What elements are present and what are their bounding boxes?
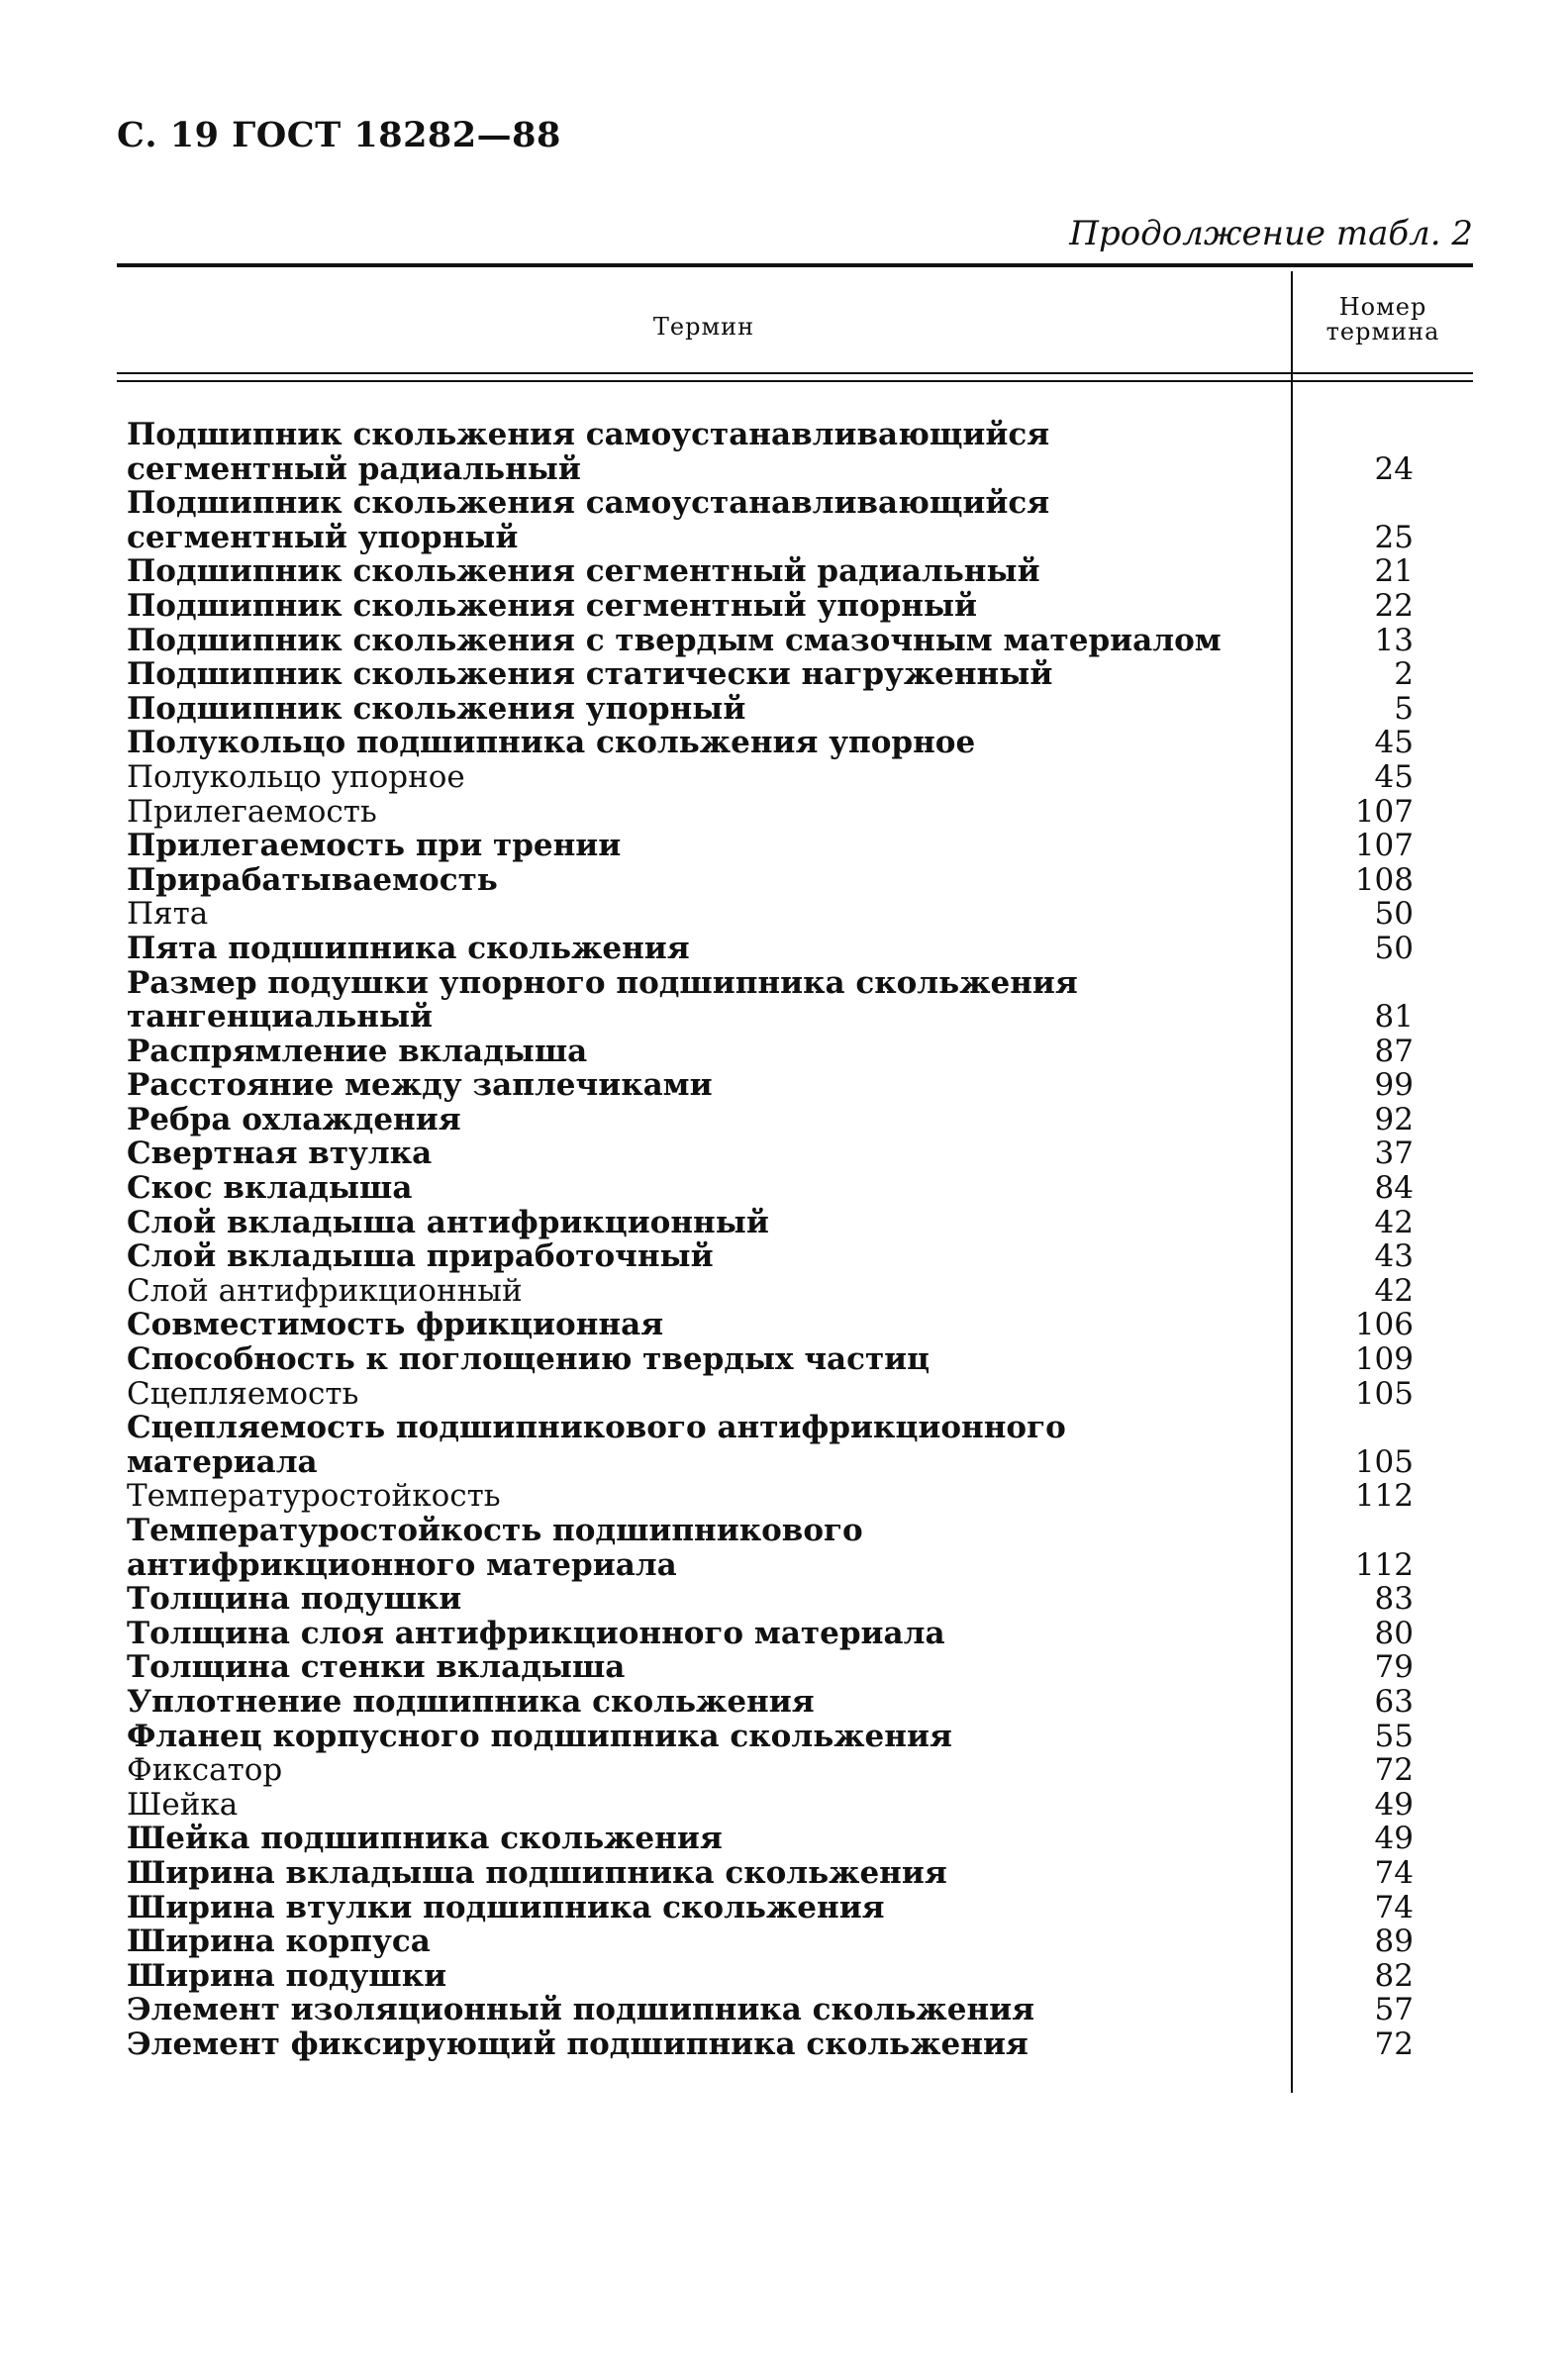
term-number-cell: 37 xyxy=(1374,1135,1414,1172)
table-row xyxy=(117,1171,1473,1206)
table-row xyxy=(117,966,1473,1035)
term-number-cell: 112 xyxy=(1354,1546,1414,1583)
table-row xyxy=(117,418,1473,486)
table-row xyxy=(117,932,1473,966)
table-row xyxy=(117,1239,1473,1274)
table-row xyxy=(117,554,1473,589)
table-row xyxy=(117,1479,1473,1514)
table-row xyxy=(117,1274,1473,1309)
term-cell: Распрямление вкладыша xyxy=(127,1033,588,1069)
table-row xyxy=(117,1136,1473,1171)
term-cell: Подшипник скольжения самоустанавливающийся сегментный упорный xyxy=(127,485,1050,555)
term-number-cell: 107 xyxy=(1354,793,1414,830)
term-cell: Ширина втулки подшипника скольжения xyxy=(127,1889,885,1925)
term-number-cell: 42 xyxy=(1374,1272,1414,1309)
table-row xyxy=(117,692,1473,727)
term-cell: Элемент изоляционный подшипника скольжения xyxy=(127,1992,1035,2028)
term-cell: Ребра охлаждения xyxy=(127,1101,461,1137)
table-row xyxy=(117,2027,1473,2062)
term-cell: Скос вкладыша xyxy=(127,1170,413,1207)
table-row xyxy=(117,1685,1473,1720)
term-number-cell: 79 xyxy=(1374,1649,1414,1686)
term-cell: Подшипник скольжения сегментный упорный xyxy=(127,587,978,624)
term-number-cell: 25 xyxy=(1374,519,1414,555)
table-row xyxy=(117,486,1473,554)
term-number-cell: 109 xyxy=(1354,1341,1414,1378)
term-cell: Шейка подшипника скольжения xyxy=(127,1821,723,1857)
term-number-cell: 42 xyxy=(1374,1204,1414,1240)
term-cell: Слой вкладыша антифрикционный xyxy=(127,1204,769,1240)
term-number-cell: 63 xyxy=(1374,1683,1414,1720)
term-number-cell: 50 xyxy=(1374,896,1414,933)
table-row xyxy=(117,1856,1473,1891)
term-cell: Сцепляемость подшипникового антифрикционного материала xyxy=(127,1410,1066,1480)
term-cell: Полукольцо подшипника скольжения упорное xyxy=(127,725,976,761)
term-number-cell: 89 xyxy=(1374,1924,1414,1960)
page-header: С. 19 ГОСТ 18282—88 xyxy=(117,115,561,155)
table-row xyxy=(117,1582,1473,1617)
term-number-cell: 99 xyxy=(1374,1067,1414,1104)
term-number-cell: 112 xyxy=(1354,1478,1414,1515)
term-number-cell: 22 xyxy=(1374,587,1414,624)
term-number-cell: 55 xyxy=(1374,1718,1414,1754)
table-row xyxy=(117,1720,1473,1754)
table-body xyxy=(117,418,1473,2062)
column-header-number: Номер термина xyxy=(1325,293,1440,346)
table-row xyxy=(117,1993,1473,2027)
table-row xyxy=(117,589,1473,624)
term-cell: Фиксатор xyxy=(127,1752,283,1789)
term-cell: Прилегаемость при трении xyxy=(127,828,622,864)
term-number-cell: 92 xyxy=(1374,1101,1414,1137)
table-row xyxy=(117,1308,1473,1342)
table-row xyxy=(117,795,1473,830)
term-number-cell: 74 xyxy=(1374,1854,1414,1891)
table-row xyxy=(117,1068,1473,1103)
table-row xyxy=(117,863,1473,898)
term-cell: Температуростойкость подшипникового антифрикционного материала xyxy=(127,1513,863,1583)
term-cell: Подшипник скольжения самоустанавливающийся сегментный радиальный xyxy=(127,417,1050,487)
term-number-cell: 49 xyxy=(1374,1821,1414,1857)
table-top-rule xyxy=(117,263,1473,267)
table-row xyxy=(117,1617,1473,1651)
term-number-cell: 107 xyxy=(1354,828,1414,864)
term-number-cell: 108 xyxy=(1354,861,1414,898)
term-number-cell: 13 xyxy=(1374,622,1414,658)
term-number-cell: 80 xyxy=(1374,1615,1414,1651)
term-number-cell: 24 xyxy=(1374,450,1414,487)
term-number-cell: 72 xyxy=(1374,1752,1414,1789)
term-number-cell: 105 xyxy=(1354,1375,1414,1412)
term-number-cell: 83 xyxy=(1374,1581,1414,1618)
term-number-cell: 106 xyxy=(1354,1307,1414,1343)
table-row xyxy=(117,1035,1473,1069)
table-row xyxy=(117,1103,1473,1137)
term-number-cell: 87 xyxy=(1374,1033,1414,1069)
term-number-cell: 5 xyxy=(1394,690,1414,727)
term-cell: Пята xyxy=(127,896,209,933)
term-number-cell: 2 xyxy=(1394,656,1414,693)
table-row xyxy=(117,829,1473,863)
term-cell: Способность к поглощению твердых частиц xyxy=(127,1341,931,1378)
term-cell: Прирабатываемость xyxy=(127,861,498,898)
term-cell: Расстояние между заплечиками xyxy=(127,1067,713,1104)
term-cell: Прилегаемость xyxy=(127,793,377,830)
term-cell: Подшипник скольжения упорный xyxy=(127,690,746,727)
term-cell: Сцепляемость xyxy=(127,1375,359,1412)
table-row xyxy=(117,1822,1473,1856)
table-row xyxy=(117,897,1473,932)
table-row xyxy=(117,1514,1473,1582)
table-row xyxy=(117,1959,1473,1994)
column-header-term: Термин xyxy=(652,313,755,341)
term-cell: Толщина слоя антифрикционного материала xyxy=(127,1615,945,1651)
table-row xyxy=(117,1342,1473,1377)
term-cell: Элемент фиксирующий подшипника скольжения xyxy=(127,2025,1029,2062)
header-double-rule xyxy=(117,372,1473,382)
term-cell: Слой вкладыша приработочный xyxy=(127,1238,714,1275)
term-number-cell: 82 xyxy=(1374,1957,1414,1994)
term-number-cell: 72 xyxy=(1374,2025,1414,2062)
term-cell: Ширина подушки xyxy=(127,1957,447,1994)
term-number-cell: 21 xyxy=(1374,553,1414,590)
term-cell: Подшипник скольжения сегментный радиальный xyxy=(127,553,1040,590)
term-number-cell: 45 xyxy=(1374,725,1414,761)
term-cell: Свертная втулка xyxy=(127,1135,433,1172)
term-cell: Подшипник скольжения статически нагруженный xyxy=(127,656,1053,693)
term-cell: Слой антифрикционный xyxy=(127,1272,523,1309)
term-cell: Уплотнение подшипника скольжения xyxy=(127,1683,815,1720)
table-row xyxy=(117,1925,1473,1959)
term-number-cell: 43 xyxy=(1374,1238,1414,1275)
term-number-cell: 81 xyxy=(1374,999,1414,1036)
table-row xyxy=(117,1206,1473,1240)
table-row xyxy=(117,726,1473,760)
term-cell: Полукольцо упорное xyxy=(127,758,465,795)
term-cell: Фланец корпусного подшипника скольжения xyxy=(127,1718,952,1754)
table-row xyxy=(117,1411,1473,1479)
table-row xyxy=(117,1753,1473,1788)
term-number-cell: 84 xyxy=(1374,1170,1414,1207)
table-row xyxy=(117,657,1473,692)
term-cell: Толщина стенки вкладыша xyxy=(127,1649,626,1686)
table-row xyxy=(117,760,1473,795)
term-number-cell: 50 xyxy=(1374,930,1414,966)
table-continuation-label: Продолжение табл. 2 xyxy=(1069,214,1473,253)
term-cell: Ширина вкладыша подшипника скольжения xyxy=(127,1854,947,1891)
term-cell: Температуростойкость xyxy=(127,1478,501,1515)
table-row xyxy=(117,1891,1473,1925)
term-cell: Шейка xyxy=(127,1786,239,1823)
term-cell: Подшипник скольжения с твердым смазочным материалом xyxy=(127,622,1222,658)
table-row xyxy=(117,624,1473,658)
term-cell: Толщина подушки xyxy=(127,1581,462,1618)
table-row xyxy=(117,1650,1473,1685)
term-cell: Ширина корпуса xyxy=(127,1924,431,1960)
table-row xyxy=(117,1788,1473,1823)
term-number-cell: 74 xyxy=(1374,1889,1414,1925)
term-cell: Пята подшипника скольжения xyxy=(127,930,690,966)
term-number-cell: 57 xyxy=(1374,1992,1414,2028)
terms-index-table xyxy=(117,263,1473,2105)
table-row xyxy=(117,1377,1473,1412)
term-number-cell: 49 xyxy=(1374,1786,1414,1823)
term-number-cell: 45 xyxy=(1374,758,1414,795)
term-number-cell: 105 xyxy=(1354,1443,1414,1480)
term-cell: Размер подушки упорного подшипника скольжения тангенциальный xyxy=(127,964,1078,1036)
term-cell: Совместимость фрикционная xyxy=(127,1307,664,1343)
